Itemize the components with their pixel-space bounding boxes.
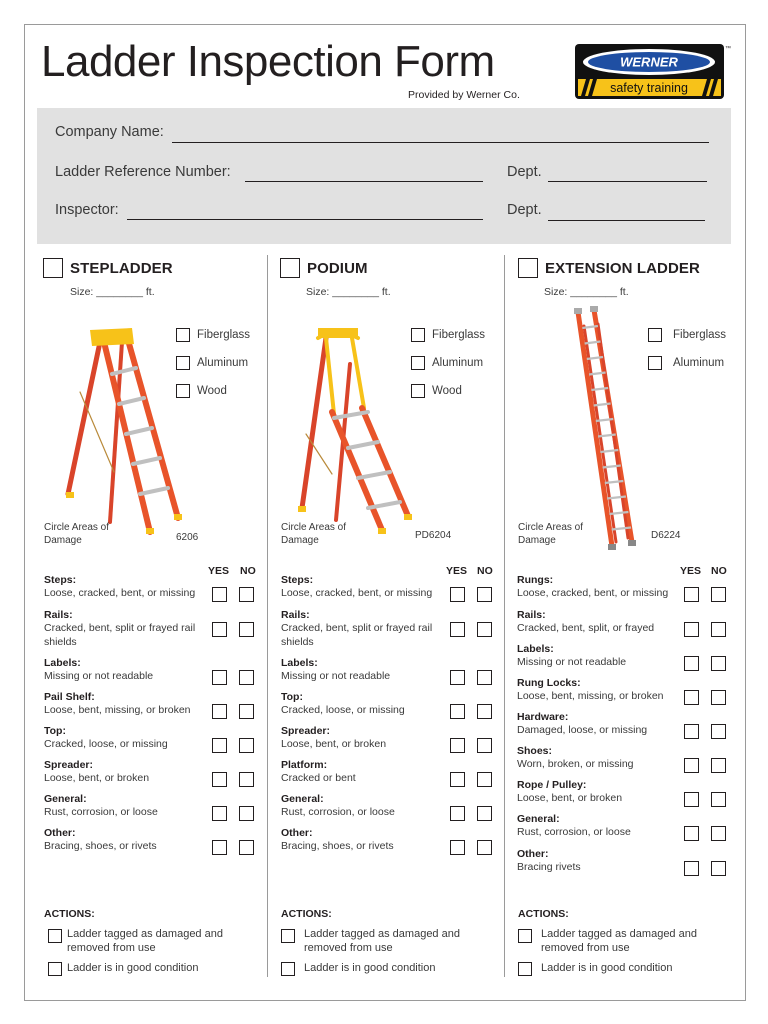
yes-checkbox[interactable] (450, 806, 465, 821)
ladder-ref-label: Ladder Reference Number: (55, 164, 231, 180)
question-heading: Other: (517, 848, 549, 860)
no-checkbox[interactable] (239, 772, 254, 787)
question-heading: Steps: (281, 574, 314, 586)
no-header: NO (240, 565, 256, 577)
action-tagged-label: Ladder tagged as damaged and removed from use (304, 928, 460, 954)
yes-checkbox[interactable] (212, 772, 227, 787)
podium-image (296, 324, 414, 552)
material-label-aluminum: Aluminum (673, 357, 725, 369)
material-checkbox-wood[interactable] (411, 384, 425, 398)
question-description: Missing or not readable (517, 656, 627, 668)
actions-label: ACTIONS: (281, 908, 332, 920)
no-header: NO (711, 565, 727, 577)
question-description: Rust, corrosion, or loose (44, 806, 158, 818)
dept-field-1[interactable] (548, 181, 707, 182)
yes-checkbox[interactable] (212, 622, 227, 637)
material-label-aluminum: Aluminum (197, 357, 249, 369)
extension-ladder-checkbox[interactable] (518, 258, 538, 278)
action-good-label: Ladder is in good condition (304, 962, 436, 974)
no-checkbox[interactable] (711, 724, 726, 739)
yes-checkbox[interactable] (212, 670, 227, 685)
dept-field-2[interactable] (548, 220, 705, 221)
question-description: Cracked, bent, split, or frayed (517, 622, 655, 634)
yes-checkbox[interactable] (684, 690, 699, 705)
stepladder-checkbox[interactable] (43, 258, 63, 278)
provided-by: Provided by Werner Co. (408, 89, 520, 101)
yes-checkbox[interactable] (212, 806, 227, 821)
action-good-checkbox[interactable] (281, 962, 295, 976)
question-heading: General: (44, 793, 87, 805)
question-description: Loose, bent, or broken (281, 738, 387, 750)
material-checkbox-aluminum[interactable] (411, 356, 425, 370)
no-checkbox[interactable] (477, 704, 492, 719)
question-heading: Spreader: (281, 725, 331, 737)
question-description: Bracing, shoes, or rivets (44, 840, 157, 852)
action-good-label: Ladder is in good condition (67, 962, 199, 974)
question-description: Rust, corrosion, or loose (517, 826, 631, 838)
company-name-field[interactable] (172, 142, 709, 143)
circle-areas-note: Circle Areas of Damage (281, 522, 347, 546)
no-checkbox[interactable] (239, 840, 254, 855)
question-description: Loose, bent, or broken (517, 792, 623, 804)
material-label-aluminum: Aluminum (432, 357, 484, 369)
no-checkbox[interactable] (477, 806, 492, 821)
material-checkbox-aluminum[interactable] (648, 356, 662, 370)
form-title: Ladder Inspection Form (41, 37, 495, 86)
werner-logo (575, 44, 724, 99)
podium-checkbox[interactable] (280, 258, 300, 278)
yes-checkbox[interactable] (212, 840, 227, 855)
no-checkbox[interactable] (711, 622, 726, 637)
no-checkbox[interactable] (711, 861, 726, 876)
inspector-label: Inspector: (55, 202, 119, 218)
actions-label: ACTIONS: (44, 908, 95, 920)
yes-checkbox[interactable] (684, 792, 699, 807)
question-heading: Rails: (517, 609, 546, 621)
action-tagged-label: Ladder tagged as damaged and removed from use (541, 928, 697, 954)
question-heading: Rung Locks: (517, 677, 581, 689)
question-heading: Top: (281, 691, 303, 703)
no-checkbox[interactable] (239, 806, 254, 821)
material-checkbox-wood[interactable] (176, 384, 190, 398)
yes-checkbox[interactable] (450, 772, 465, 787)
podium-title: PODIUM (307, 260, 368, 277)
logo-brand-text: WERNER (620, 54, 678, 70)
question-heading: Spreader: (44, 759, 94, 771)
yes-checkbox[interactable] (212, 704, 227, 719)
stepladder-title: STEPLADDER (70, 260, 173, 277)
question-description: Bracing rivets (517, 861, 581, 873)
ladder-ref-field[interactable] (245, 181, 483, 182)
yes-header: YES (680, 565, 702, 577)
question-description: Missing or not readable (44, 670, 154, 682)
material-checkbox-fiberglass[interactable] (411, 328, 425, 342)
no-checkbox[interactable] (477, 622, 492, 637)
yes-checkbox[interactable] (450, 622, 465, 637)
no-checkbox[interactable] (239, 587, 254, 602)
action-tagged-checkbox[interactable] (281, 929, 295, 943)
no-checkbox[interactable] (477, 840, 492, 855)
question-heading: Other: (281, 827, 313, 839)
yes-checkbox[interactable] (212, 738, 227, 753)
yes-header: YES (208, 565, 230, 577)
trademark-mark: ™ (725, 46, 731, 52)
yes-checkbox[interactable] (684, 587, 699, 602)
question-heading: Steps: (44, 574, 77, 586)
question-description: Cracked, loose, or missing (281, 704, 405, 716)
stepladder-image (62, 322, 182, 552)
no-checkbox[interactable] (711, 792, 726, 807)
material-label-wood: Wood (197, 385, 227, 397)
question-heading: Labels: (44, 657, 81, 669)
question-heading: Labels: (517, 643, 554, 655)
yes-checkbox[interactable] (450, 704, 465, 719)
question-description: Worn, broken, or missing (517, 758, 634, 770)
question-heading: Shoes: (517, 745, 553, 757)
extension-ladder-image (574, 306, 638, 554)
no-checkbox[interactable] (711, 826, 726, 841)
action-good-checkbox[interactable] (518, 962, 532, 976)
yes-header: YES (446, 565, 468, 577)
question-heading: Pail Shelf: (44, 691, 95, 703)
no-header: NO (477, 565, 493, 577)
no-checkbox[interactable] (477, 587, 492, 602)
question-heading: General: (281, 793, 324, 805)
model-number: 6206 (176, 532, 199, 543)
question-description: Loose, bent, or broken (44, 772, 150, 784)
material-checkbox-fiberglass[interactable] (648, 328, 662, 342)
question-description: Loose, cracked, bent, or missing (281, 587, 433, 599)
logo-tagline-text: safety training (610, 81, 688, 95)
model-number: PD6204 (415, 530, 452, 541)
no-checkbox[interactable] (477, 772, 492, 787)
dept-label-2: Dept. (507, 202, 542, 218)
no-checkbox[interactable] (239, 622, 254, 637)
question-description: Loose, cracked, bent, or missing (44, 587, 196, 599)
question-description: Damaged, loose, or missing (517, 724, 648, 736)
no-checkbox[interactable] (711, 587, 726, 602)
company-name-label: Company Name: (55, 124, 164, 140)
no-checkbox[interactable] (711, 758, 726, 773)
no-checkbox[interactable] (239, 704, 254, 719)
size-field: Size: ________ ft. (306, 286, 391, 298)
material-label-fiberglass: Fiberglass (432, 329, 486, 341)
question-description: Bracing, shoes, or rivets (281, 840, 394, 852)
no-checkbox[interactable] (239, 738, 254, 753)
action-good-checkbox[interactable] (48, 962, 62, 976)
action-tagged-checkbox[interactable] (48, 929, 62, 943)
inspector-field[interactable] (127, 219, 483, 220)
material-label-fiberglass: Fiberglass (197, 329, 251, 341)
model-number: D6224 (651, 530, 681, 541)
yes-checkbox[interactable] (684, 622, 699, 637)
question-description: Loose, bent, missing, or broken (44, 704, 191, 716)
material-label-wood: Wood (432, 385, 462, 397)
no-checkbox[interactable] (239, 670, 254, 685)
question-description: Rust, corrosion, or loose (281, 806, 395, 818)
column-divider (504, 255, 505, 977)
no-checkbox[interactable] (477, 738, 492, 753)
yes-checkbox[interactable] (212, 587, 227, 602)
action-good-label: Ladder is in good condition (541, 962, 673, 974)
question-description: Cracked or bent (281, 772, 356, 784)
no-checkbox[interactable] (711, 690, 726, 705)
question-heading: Rungs: (517, 574, 554, 586)
question-heading: Rope / Pulley: (517, 779, 587, 791)
yes-checkbox[interactable] (684, 724, 699, 739)
yes-checkbox[interactable] (450, 587, 465, 602)
size-field: Size: ________ ft. (70, 286, 155, 298)
no-checkbox[interactable] (711, 656, 726, 671)
question-description: Cracked, bent, split or frayed rail shields (281, 622, 433, 648)
question-description: Loose, bent, missing, or broken (517, 690, 664, 702)
column-divider (267, 255, 268, 977)
action-tagged-checkbox[interactable] (518, 929, 532, 943)
question-description: Cracked, loose, or missing (44, 738, 168, 750)
question-heading: Labels: (281, 657, 318, 669)
question-heading: General: (517, 813, 560, 825)
material-checkbox-aluminum[interactable] (176, 356, 190, 370)
question-description: Cracked, bent, split or frayed rail shields (44, 622, 196, 648)
question-description: Loose, cracked, bent, or missing (517, 587, 669, 599)
size-field: Size: ________ ft. (544, 286, 629, 298)
question-heading: Rails: (281, 609, 310, 621)
question-heading: Other: (44, 827, 76, 839)
yes-checkbox[interactable] (684, 656, 699, 671)
extension-ladder-title: EXTENSION LADDER (545, 260, 700, 277)
yes-checkbox[interactable] (684, 826, 699, 841)
question-heading: Platform: (281, 759, 328, 771)
no-checkbox[interactable] (477, 670, 492, 685)
material-label-fiberglass: Fiberglass (673, 329, 727, 341)
action-tagged-label: Ladder tagged as damaged and removed from use (67, 928, 223, 954)
yes-checkbox[interactable] (684, 861, 699, 876)
question-heading: Rails: (44, 609, 73, 621)
dept-label-1: Dept. (507, 164, 542, 180)
question-heading: Top: (44, 725, 66, 737)
yes-checkbox[interactable] (450, 840, 465, 855)
question-heading: Hardware: (517, 711, 569, 723)
yes-checkbox[interactable] (450, 738, 465, 753)
material-checkbox-fiberglass[interactable] (176, 328, 190, 342)
circle-areas-note: Circle Areas of Damage (518, 522, 584, 546)
question-description: Missing or not readable (281, 670, 391, 682)
circle-areas-note: Circle Areas of Damage (44, 522, 110, 546)
yes-checkbox[interactable] (450, 670, 465, 685)
yes-checkbox[interactable] (684, 758, 699, 773)
actions-label: ACTIONS: (518, 908, 569, 920)
